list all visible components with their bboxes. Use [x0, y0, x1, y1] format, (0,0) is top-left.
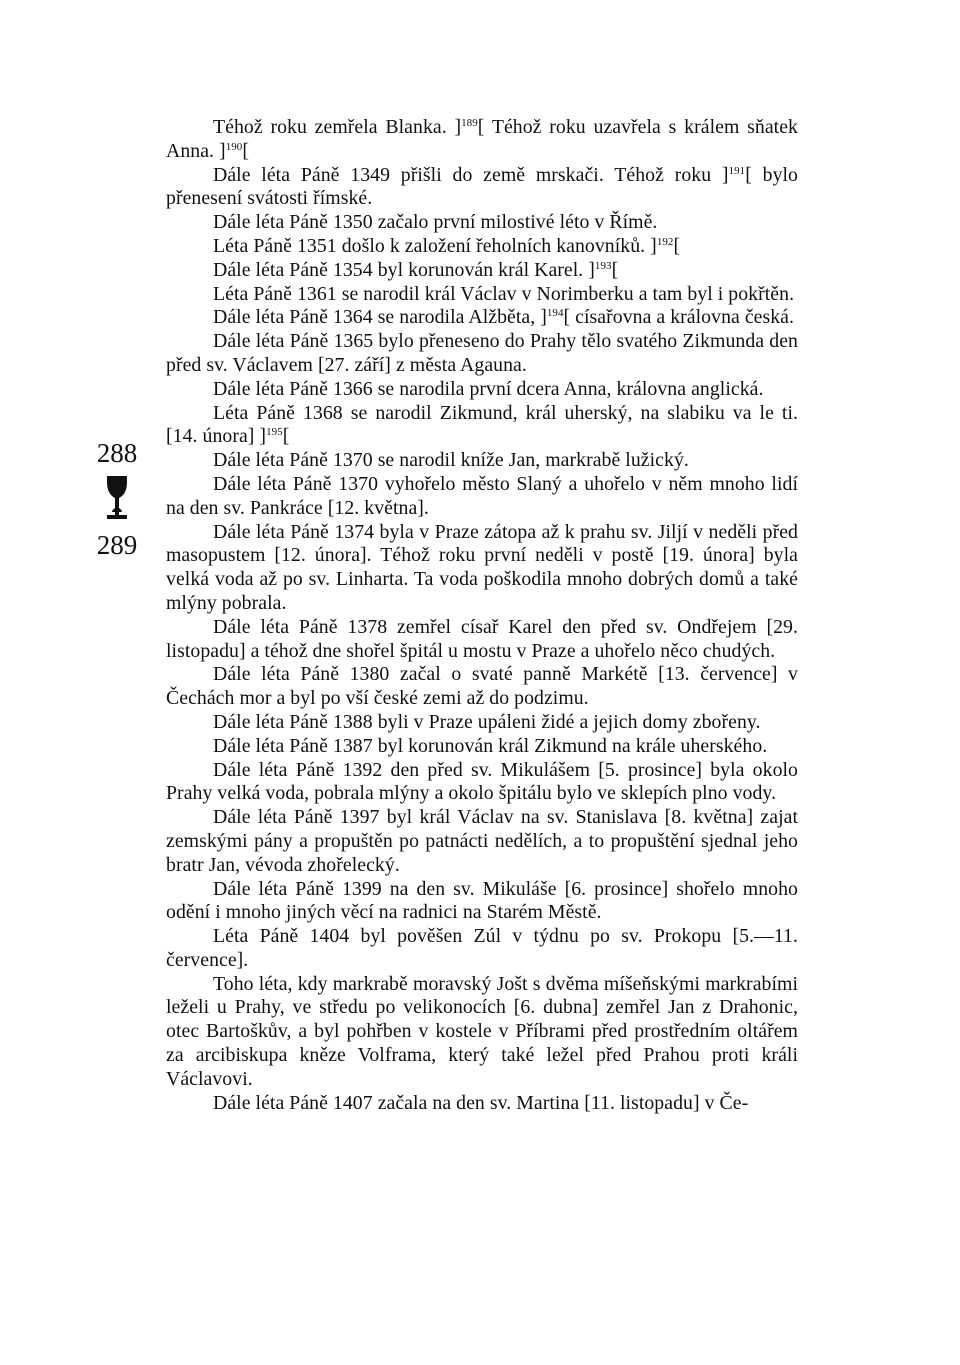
paragraph: Téhož roku zemřela Blanka. ]$^{189}$[ Téhož roku uzavřela s králem sňatek Anna. ]$^{190}$[ — [166, 116, 798, 162]
paragraph: Dále léta Páně 1364 se narodila Alžběta, ]$^{194}$[ císařovna a královna česká. — [213, 306, 795, 329]
paragraph: Dále léta Páně 1374 byla v Praze zátopa až k prahu sv. Jiljí v neděli před masopustem [12. února]. Téhož roku první neděli v postě [19. února] byla velká voda až po sv. Linharta. Ta voda poškodila mnoho dobrých domů a také mlýny pobrala. — [166, 520, 798, 614]
paragraph: Léta Páně 1361 se narodil král Václav v Norimberku a tam byl i pokřtěn. — [213, 282, 795, 305]
paragraph: Léta Páně 1368 se narodil Zikmund, král uherský, na slabiku va le ti. [14. února] ]$^{195}$[ — [166, 401, 798, 448]
page-number-left: 288 — [96, 438, 138, 468]
footnote-ref: 190 — [225, 140, 243, 153]
paragraph: Dále léta Páně 1354 byl korunován král Karel. ]$^{193}$[ — [213, 258, 619, 281]
footnote-ref: 193 — [594, 259, 612, 272]
paragraph: Dále léta Páně 1380 začal o svaté panně Markétě [13. července] v Čechách mor a byl po vší české zemi až do podzimu. — [166, 663, 798, 710]
paragraph: Dále léta Páně 1407 začala na den sv. Martina [11. listopadu] v Če- — [213, 1091, 749, 1114]
paragraph: Dále léta Páně 1397 byl král Václav na sv. Stanislava [8. května] zajat zemskými pány a propuštěn po patnácti nedělích, a to propuštění sjednal jeho bratr Jan, vévoda zhořelecký. — [166, 806, 798, 876]
paragraph: Dále léta Páně 1387 byl korunován král Zikmund na krále uherského. — [213, 734, 768, 757]
paragraph: Dále léta Páně 1378 zemřel císař Karel den před sv. Ondřejem [29. listopadu] a téhož dne shořel špitál u mostu v Praze a uhořelo něco chudých. — [166, 615, 798, 662]
chalice-separator-icon — [104, 474, 130, 524]
chronicle-text — [166, 116, 798, 1115]
footnote-ref: 189 — [461, 116, 478, 129]
paragraph: Dále léta Páně 1370 se narodil kníže Jan, markrabě lužický. — [213, 449, 689, 472]
page-number-right: 289 — [96, 530, 138, 560]
paragraph: Toho léta, kdy markrabě moravský Jošt s dvěma míšeňskými markrabími leželi u Prahy, ve středu po velikonocích [6. dubna] zemřel Jan z Drahonic, otec Bartoškův, a byl pohřben v kostele v Příbrami před prostředním oltářem za arcibiskupa kněze Volframa, který také ležel před Prahou proti králi Václavovi. — [166, 972, 798, 1090]
paragraph: Dále léta Páně 1366 se narodila první dcera Anna, královna anglická. — [213, 377, 764, 400]
paragraph: Dále léta Páně 1370 vyhořelo město Slaný a uhořelo v něm mnoho lidí na den sv. Pankráce [12. května]. — [166, 472, 798, 519]
paragraph: Dále léta Páně 1350 začalo první milostivé léto v Římě. — [213, 211, 658, 234]
margin-page-numbers — [82, 438, 152, 560]
footnote-ref: 191 — [728, 164, 746, 177]
paragraph: Léta Páně 1351 došlo k založení řeholních kanovníků. ]$^{192}$[ — [213, 234, 681, 257]
footnote-ref: 192 — [656, 235, 674, 248]
paragraph: Dále léta Páně 1349 přišli do země mrskači. Téhož roku ]$^{191}$[ bylo přenesení svátosti římské. — [166, 163, 798, 210]
paragraph: Dále léta Páně 1399 na den sv. Mikuláše [6. prosince] shořelo mnoho odění i mnoho jiných věcí na radnici na Starém Městě. — [166, 877, 798, 924]
paragraph: Dále léta Páně 1388 byli v Praze upáleni židé a jejich domy zbořeny. — [213, 710, 761, 733]
footnote-ref: 194 — [546, 307, 564, 320]
paragraph: Dále léta Páně 1392 den před sv. Mikulášem [5. prosince] byla okolo Prahy velká voda, pobrala mlýny a okolo špitálu bylo ve sklepích plno vody. — [166, 758, 798, 805]
footnote-ref: 195 — [266, 426, 283, 439]
paragraph: Dále léta Páně 1365 bylo přeneseno do Prahy tělo svatého Zikmunda den před sv. Václavem [27. září] z města Agauna. — [166, 330, 798, 376]
paragraph: Léta Páně 1404 byl pověšen Zúl v týdnu po sv. Prokopu [5.—11. července]. — [166, 925, 798, 971]
